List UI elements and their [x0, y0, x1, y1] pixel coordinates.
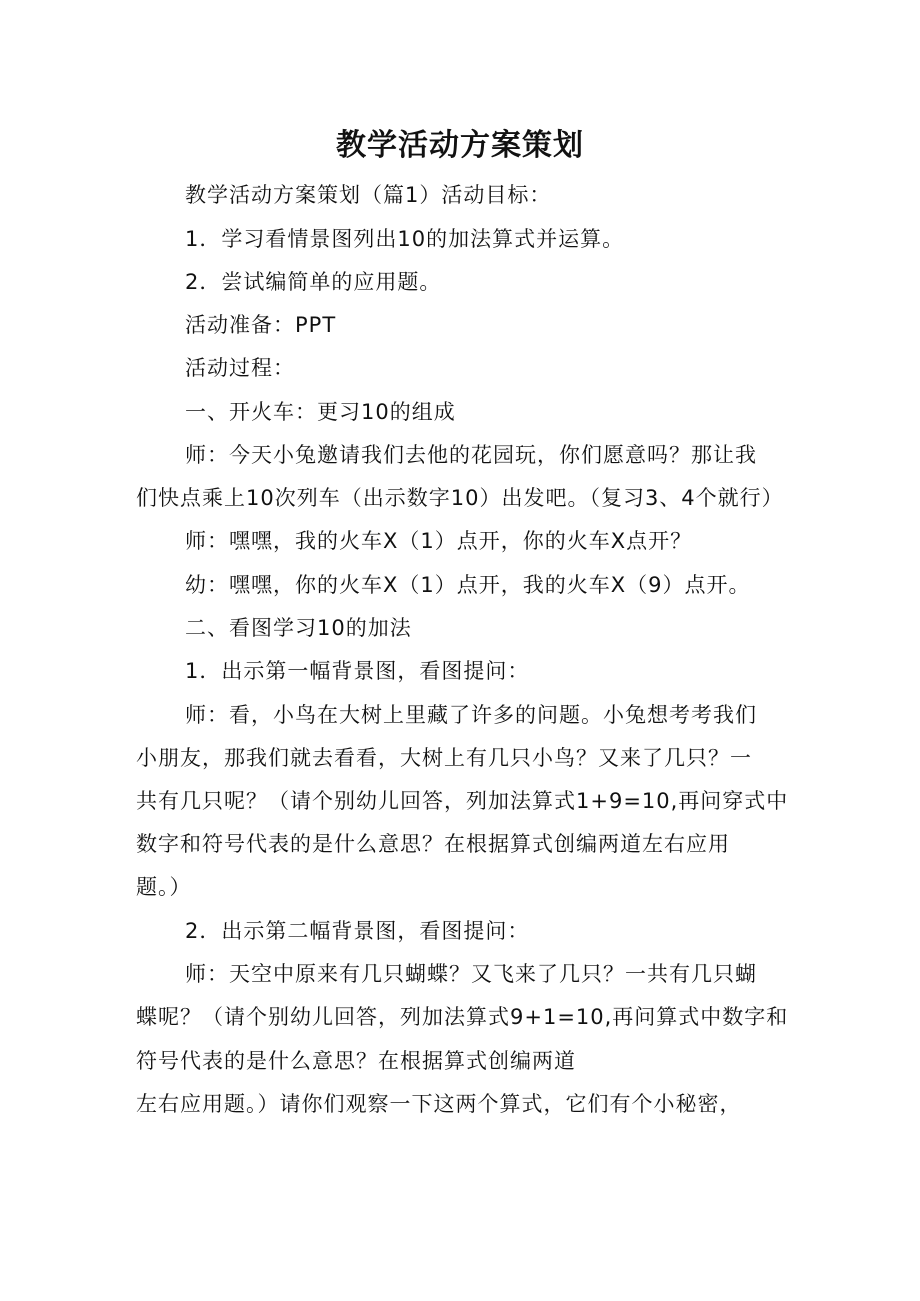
paragraph-line: 左右应用题。）请你们观察一下这两个算式，它们有个小秘密， — [136, 1092, 742, 1116]
paragraph-line: 共有几只呢？（请个别幼儿回答，列加法算式1+9=10,再问穿式中 — [136, 789, 789, 813]
paragraph-line: 小朋友，那我们就去看看，大树上有几只小鸟？又来了几只？一 — [136, 746, 752, 770]
paragraph-line: 幼：嘿嘿，你的火车X（1）点开，我的火车X（9）点开。 — [185, 573, 751, 597]
paragraph-line: 师：天空中原来有几只蝴蝶？又飞来了几只？一共有几只蝴 — [185, 962, 757, 986]
step-1-line: 1．出示第一幅背景图，看图提问： — [185, 659, 530, 683]
paragraph-line: 师：嘿嘿，我的火车X（1）点开，你的火车X点开？ — [185, 529, 693, 553]
page-title: 教学活动方案策划 — [336, 128, 584, 163]
preparation-line: 活动准备：PPT — [185, 313, 337, 337]
paragraph-line: 师：今天小兔邀请我们去他的花园玩，你们愿意吗？那让我 — [185, 443, 757, 467]
paragraph-line: 师：看，小鸟在大树上里藏了许多的问题。小兔想考考我们 — [185, 703, 757, 727]
section-2-heading: 二、看图学习10的加法 — [185, 616, 412, 640]
step-2-line: 2．出示第二幅背景图，看图提问： — [185, 919, 530, 943]
intro-line: 教学活动方案策划（篇1）活动目标： — [185, 183, 552, 207]
section-1-heading: 一、开火车：更习10的组成 — [185, 400, 456, 424]
goal-item-1: 1．学习看情景图列出10的加法算式并运算。 — [185, 227, 625, 251]
paragraph-line: 题。） — [136, 875, 192, 899]
paragraph-line: 蝶呢？（请个别幼儿回答，列加法算式9+1=10,再问算式中数字和 — [136, 1005, 789, 1029]
paragraph-line: 符号代表的是什么意思？在根据算式创编两道 — [136, 1049, 576, 1073]
process-heading: 活动过程： — [185, 356, 295, 380]
goal-item-2: 2．尝试编简单的应用题。 — [185, 270, 442, 294]
paragraph-line: 们快点乘上10次列车（出示数字10）出发吧。（复习3、4个就行） — [136, 486, 784, 510]
paragraph-line: 数字和符号代表的是什么意思？在根据算式创编两道左右应用 — [136, 832, 730, 856]
